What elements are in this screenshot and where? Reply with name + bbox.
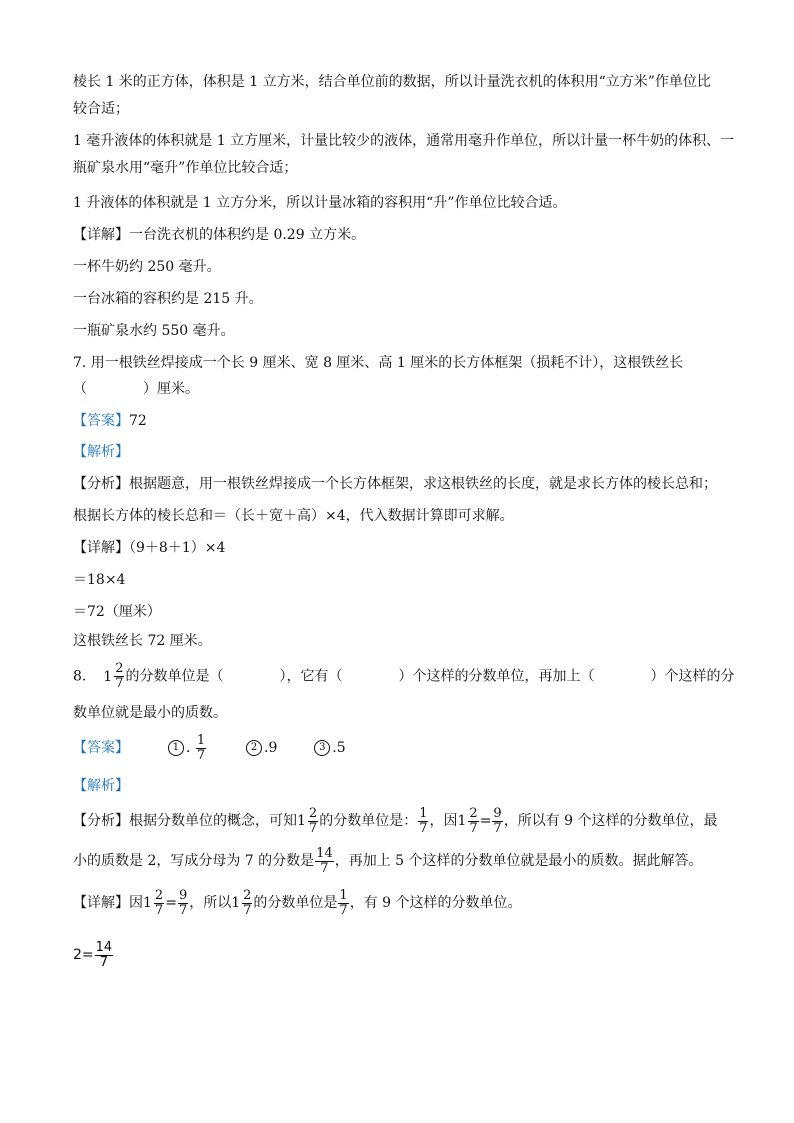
analysis-line: 【分析】根据分数单位的概念，可知 1 $\frac{2}{7}$ 的分数单位是： $\frac{1}{7}$ ，因 1 $\frac{2}{7}$ = $\frac{9}{7}$ ，所以有 9 个这样的分数单位，最: [73, 805, 718, 836]
fraction: $\frac{14}{7}$: [316, 845, 333, 876]
text-line: 一台冰箱的容积约是 215 升。: [73, 291, 263, 307]
mixed-number: 1 $\frac{2}{7}$: [103, 661, 124, 691]
circled-number: 3: [314, 740, 330, 756]
fraction: $\frac{2}{7}$: [308, 805, 318, 836]
text-line: 棱长 1 米的正方体，体积是 1 立方米，结合单位前的数据，所以计量洗衣机的体积用“立方米”作单位比: [73, 74, 711, 90]
fraction: $\frac{1}{7}$: [419, 805, 428, 836]
detail-line: 2= $\frac{14}{7}$: [73, 939, 113, 970]
text-line: 瓶矿泉水用“毫升”作单位比较合适；: [73, 160, 298, 176]
text-line: 1 升液体的体积就是 1 立方分米，所以计量冰箱的容积用“升”作单位比较合适。: [73, 195, 567, 211]
question-8-line2: 数单位就是最小的质数。: [73, 705, 227, 721]
question-7-line1: 7. 用一根铁丝焊接成一个长 9 厘米、宽 8 厘米、高 1 厘米的长方体框架（损耗不计），这根铁丝长: [73, 355, 684, 371]
fraction: $\frac{2}{7}$: [469, 805, 478, 836]
text-line: 1 毫升液体的体积就是 1 立方厘米，计量比较少的液体，通常用毫升作单位，所以计量一杯牛奶的体积、一: [73, 133, 735, 149]
fraction: $\frac{2}{7}$: [115, 661, 124, 691]
detail-line: 【详解】（9＋8＋1）×4: [73, 540, 226, 556]
fraction: $\frac{2}{7}$: [154, 887, 164, 918]
analysis-line: 小的质数是 2，写成分母为 7 的分数是 $\frac{14}{7}$ ，再加上 5 个这样的分数单位就是最小的质数。据此解答。: [73, 845, 703, 876]
answer-label: 【答案】: [73, 740, 129, 756]
detail-line: ＝18×4: [73, 572, 126, 588]
text-line: 【详解】一台洗衣机的体积约是 0.29 立方米。: [73, 227, 366, 243]
fraction: $\frac{1}{7}$: [196, 732, 206, 763]
circled-number: 2: [246, 740, 262, 756]
analysis-label: 【解析】: [73, 444, 129, 460]
question-8-line1: 8. 1 $\frac{2}{7}$ 的分数单位是（ ），它有（ ）个这样的分数单位，再加上（ ）个这样的分: [73, 661, 735, 691]
fraction: $\frac{9}{7}$: [493, 805, 502, 836]
circled-number: 1: [168, 740, 184, 756]
answer-row: [73, 412, 147, 430]
answer-row: 【答案】 1 . $\frac{1}{7}$ 2 .9 3 .5: [73, 732, 346, 763]
fraction: $\frac{2}{7}$: [243, 887, 252, 918]
analysis-line: 【分析】根据题意，用一根铁丝焊接成一个长方体框架，求这根铁丝的长度，就是求长方体的棱长总和；: [73, 476, 717, 492]
fraction: $\frac{14}{7}$: [95, 939, 113, 970]
text-line: 较合适；: [73, 101, 129, 117]
answer-value: 72: [129, 413, 147, 429]
analysis-label: 【解析】: [73, 778, 129, 794]
fraction: $\frac{9}{7}$: [178, 887, 188, 918]
detail-line: ＝72（厘米）: [73, 604, 161, 620]
question-number: 8.: [73, 668, 87, 685]
detail-line: 这根铁丝长 72 厘米。: [73, 633, 212, 649]
detail-line: 【详解】因 1 $\frac{2}{7}$ = $\frac{9}{7}$ ，所以 1 $\frac{2}{7}$ 的分数单位是 $\frac{1}{7}$ ，有 9 个这样的分数单位。: [73, 887, 522, 918]
text-line: 一瓶矿泉水约 550 毫升。: [73, 323, 235, 339]
analysis-line: 根据长方体的棱长总和＝（长＋宽＋高）×4，代入数据计算即可求解。: [73, 508, 514, 524]
answer-label: 【答案】: [73, 413, 129, 429]
fraction: $\frac{1}{7}$: [339, 887, 348, 918]
text-line: 一杯牛奶约 250 毫升。: [73, 259, 221, 275]
question-7-line2: （ ）厘米。: [73, 381, 199, 397]
